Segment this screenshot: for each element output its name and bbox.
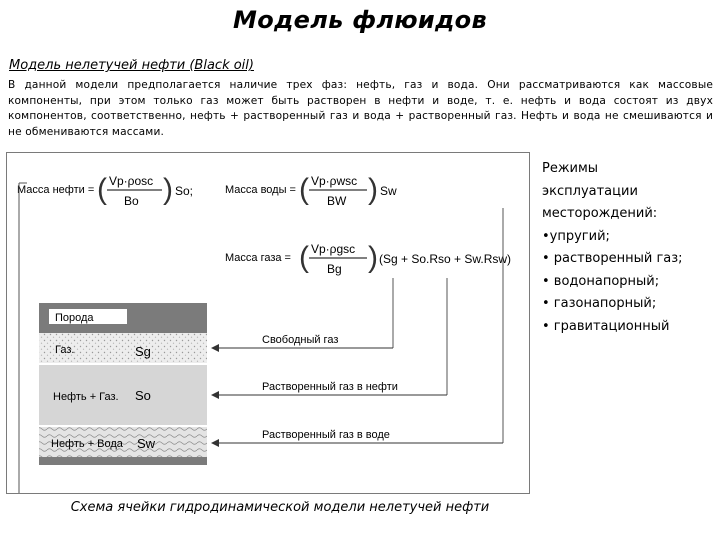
gas-layer-label: Газ. xyxy=(55,344,75,356)
mode-item: • гравитационный xyxy=(542,318,670,334)
oil-water-saturation: Sw xyxy=(137,436,156,451)
gas-mass-numerator: Vp·ρgsc xyxy=(311,242,356,256)
mode-item: • водонапорный; xyxy=(542,273,660,289)
mode-item: •упругий; xyxy=(542,228,610,244)
oil-gas-label: Нефть + Газ. xyxy=(53,391,119,403)
modes-heading-line3: месторождений: xyxy=(542,206,658,221)
figure-caption: Схема ячейки гидродинамической модели нелетучей нефти xyxy=(70,500,490,515)
water-paren-left: ( xyxy=(299,173,309,206)
gas-mass-denominator: Bg xyxy=(327,262,342,276)
page-title: Модель флюидов xyxy=(233,6,487,34)
water-mass-label: Масса воды = xyxy=(225,184,296,196)
water-saturation: Sw xyxy=(380,184,397,198)
oil-gas-saturation: So xyxy=(135,388,151,403)
oil-saturation: So; xyxy=(175,184,194,198)
gas-mass-label: Масса газа = xyxy=(225,252,291,264)
water-paren-right: ) xyxy=(368,173,378,206)
oil-mass-label: Масса нефти = xyxy=(17,184,95,196)
section-subtitle: Модель нелетучей нефти (Black oil) xyxy=(9,58,254,73)
gas-paren-right: ) xyxy=(368,241,378,274)
description-paragraph: В данной модели предполагается наличие трех фаз: нефть, газ и вода. Они рассматриваются как массовые компоненты, при этом только газ может быть растворен в нефти и воде, т. е. нефть и вода состоят из двух компонентов, соответственно, нефть + растворенный газ и вода + растворенный газ. Нефть и вода не смешиваются и не обмениваются массами. xyxy=(8,79,713,138)
modes-heading-line1: Режимы xyxy=(542,161,599,176)
free-gas-arrow-label: Свободный газ xyxy=(262,334,339,346)
dissolved-gas-water-label: Растворенный газ в воде xyxy=(262,429,390,441)
water-mass-denominator: BW xyxy=(327,194,347,208)
gas-mass-terms: (Sg + So.Rso + Sw.Rsw) xyxy=(379,252,512,266)
mode-item: • растворенный газ; xyxy=(542,251,683,266)
oil-mass-denominator: Bo xyxy=(124,194,139,208)
black-oil-cell-diagram xyxy=(6,152,530,494)
oil-paren-right: ) xyxy=(163,173,173,206)
gas-layer-saturation: Sg xyxy=(135,344,151,359)
oil-mass-numerator: Vp·ρosc xyxy=(109,174,154,188)
oil-water-label: Нефть + Вода xyxy=(51,438,123,450)
mode-item: • газонапорный; xyxy=(542,296,657,311)
modes-heading-line2: эксплуатации xyxy=(542,183,638,199)
gas-paren-left: ( xyxy=(299,241,309,274)
oil-paren-left: ( xyxy=(97,173,107,206)
dissolved-gas-oil-label: Растворенный газ в нефти xyxy=(262,381,398,393)
production-modes-list xyxy=(542,158,718,338)
rock-bottom-layer xyxy=(39,457,207,465)
rock-label: Порода xyxy=(55,312,94,324)
water-mass-numerator: Vp·ρwsc xyxy=(311,174,358,188)
